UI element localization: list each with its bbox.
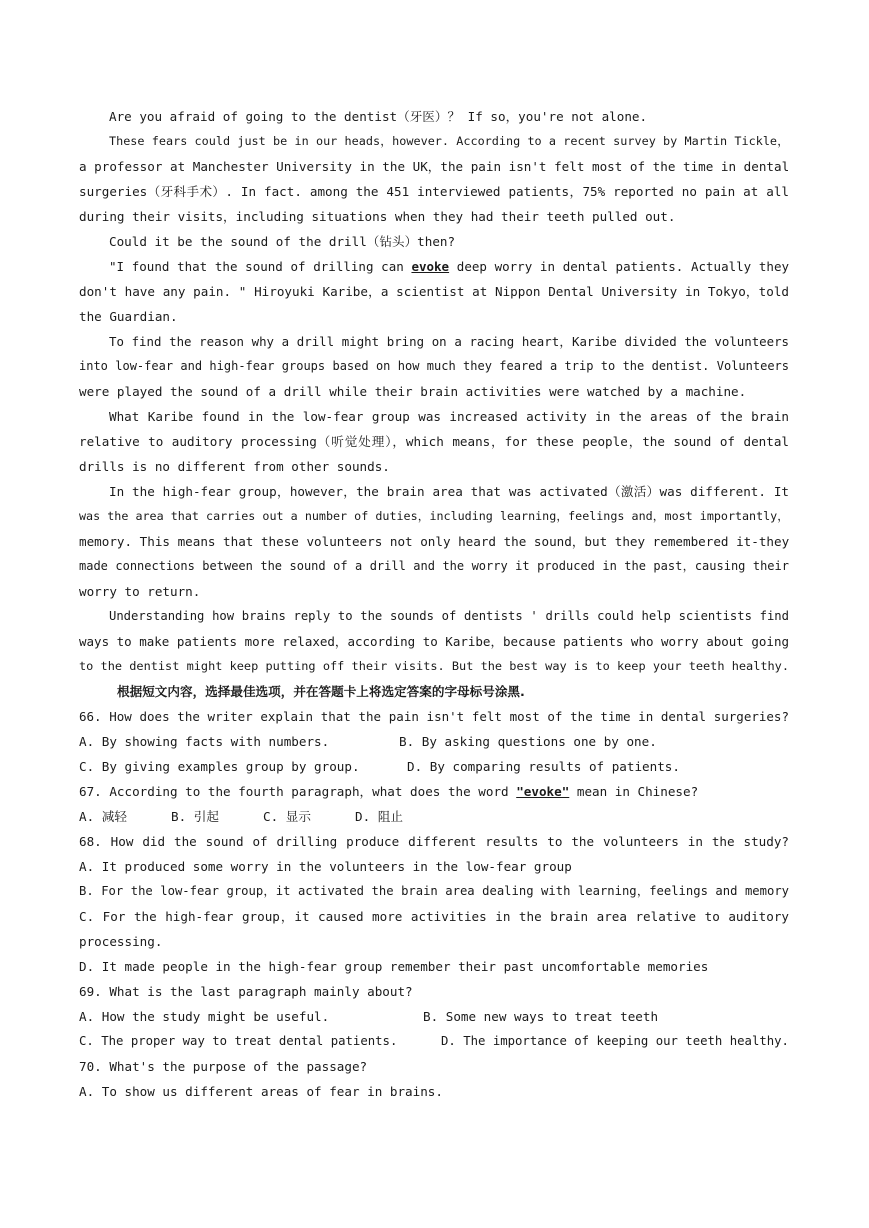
instruction: 根据短文内容，选择最佳选项，并在答题卡上将选定答案的字母标号涂黑.: [117, 684, 525, 699]
question-69-options-row: [79, 1029, 789, 1054]
question-69-options-row: [79, 1004, 789, 1029]
option-67-b[interactable]: B. 引起: [171, 809, 219, 824]
option-70-a[interactable]: A. To show us different areas of fear in brains.: [79, 1084, 443, 1099]
paragraph-7-line: memory. This means that these volunteers not only heard the sound，but they remembered it-they: [79, 534, 790, 549]
option-68-c-continued[interactable]: processing.: [79, 934, 163, 949]
question-70-stem: 70. What's the purpose of the passage?: [79, 1059, 368, 1074]
option-66-b[interactable]: B. By asking questions one by one.: [399, 734, 657, 749]
option-69-d[interactable]: D. The importance of keeping our teeth healthy.: [441, 1034, 789, 1048]
option-68-c[interactable]: C. For the high-fear group，it caused more activities in the brain area relative to auditory: [79, 909, 789, 924]
paragraph-2-line: during their visits，including situations when they had their teeth pulled out.: [79, 209, 676, 224]
paragraph-7-line: was the area that carries out a number of duties，including learning，feelings and，most importantly，: [79, 509, 789, 523]
option-67-d[interactable]: D. 阻止: [355, 809, 403, 824]
paragraph-7-line: In the high-fear group，however，the brain area that was activated（激活）was different. It: [109, 484, 789, 499]
option-67-a[interactable]: A. 减轻: [79, 809, 127, 824]
paragraph-5-line: were played the sound of a drill while their brain activities were watched by a machine.: [79, 384, 747, 399]
option-69-b[interactable]: B. Some new ways to treat teeth: [423, 1009, 659, 1024]
question-66-options-row: [79, 754, 789, 779]
paragraph-7-line: worry to return.: [79, 584, 201, 599]
paragraph-7-line: made connections between the sound of a drill and the worry it produced in the past，causing their: [79, 559, 789, 573]
question-66-options-row: [79, 729, 789, 754]
paragraph-6-line: What Karibe found in the low-fear group was increased activity in the areas of the brain: [109, 409, 789, 424]
highlighted-word-evoke: "evoke": [516, 784, 570, 799]
option-69-c[interactable]: C. The proper way to treat dental patients.: [79, 1034, 398, 1048]
quote-text: deep worry in dental patients. Actually they: [449, 259, 789, 274]
option-69-a[interactable]: A. How the study might be useful.: [79, 1009, 330, 1024]
question-67-stem: [79, 779, 789, 804]
paragraph-8-line: ways to make patients more relaxed，according to Karibe，because patients who worry about going: [79, 634, 789, 649]
option-68-a[interactable]: A. It produced some worry in the volunteers in the low-fear group: [79, 859, 572, 874]
question-67-stem-text: mean in Chinese?: [569, 784, 699, 799]
option-68-b[interactable]: B. For the low-fear group，it activated the brain area dealing with learning，feelings and memory: [79, 884, 789, 898]
question-67-options-row: [79, 804, 789, 829]
paragraph-2-line: a professor at Manchester University in the UK，the pain isn't felt most of the time in dental: [79, 159, 790, 174]
paragraph-5-line: To find the reason why a drill might bring on a racing heart，Karibe divided the volunteers: [109, 334, 789, 349]
option-67-c[interactable]: C. 显示: [263, 809, 311, 824]
question-67-stem-text: 67. According to the fourth paragraph，what does the word: [79, 784, 517, 799]
paragraph-5-line: into low-fear and high-fear groups based on how much they feared a trip to the dentist. Volunteers: [79, 359, 789, 373]
paragraph-6-line: drills is no different from other sounds.: [79, 459, 390, 474]
paragraph-8-line: to the dentist might keep putting off their visits. But the best way is to keep your teeth healthy.: [79, 659, 789, 673]
option-68-d[interactable]: D. It made people in the high-fear group remember their past uncomfortable memories: [79, 959, 709, 974]
paragraph-1: Are you afraid of going to the dentist（牙医）？ If so，you're not alone.: [109, 109, 648, 124]
option-66-d[interactable]: D. By comparing results of patients.: [407, 759, 680, 774]
option-66-c[interactable]: C. By giving examples group by group.: [79, 759, 360, 774]
question-66-stem: 66. How does the writer explain that the pain isn't felt most of the time in dental surgeries?: [79, 709, 789, 724]
paragraph-4-line: [79, 254, 789, 279]
option-66-a[interactable]: A. By showing facts with numbers.: [79, 734, 330, 749]
quote-text: "I found that the sound of drilling can: [109, 259, 412, 274]
paragraph-2-line: These fears could just be in our heads，however. According to a recent survey by Martin Tickle，: [109, 134, 789, 148]
paragraph-4-line: the Guardian.: [79, 309, 178, 324]
paragraph-8-line: Understanding how brains reply to the sounds of dentists ' drills could help scientists find: [109, 609, 789, 623]
paragraph-6-line: relative to auditory processing（听觉处理），which means，for these people，the sound of dental: [79, 434, 789, 449]
question-69-stem: 69. What is the last paragraph mainly about?: [79, 984, 413, 999]
paragraph-3: Could it be the sound of the drill（钻头）then?: [109, 234, 456, 249]
paragraph-4-line: don't have any pain. " Hiroyuki Karibe，a scientist at Nippon Dental University in Tokyo，told: [79, 284, 789, 299]
paragraph-2-line: surgeries（牙科手术）. In fact. among the 451 interviewed patients，75% reported no pain at all: [79, 184, 789, 199]
highlighted-word-evoke: evoke: [411, 259, 450, 274]
question-68-stem: 68. How did the sound of drilling produce different results to the volunteers in the study?: [79, 834, 789, 849]
